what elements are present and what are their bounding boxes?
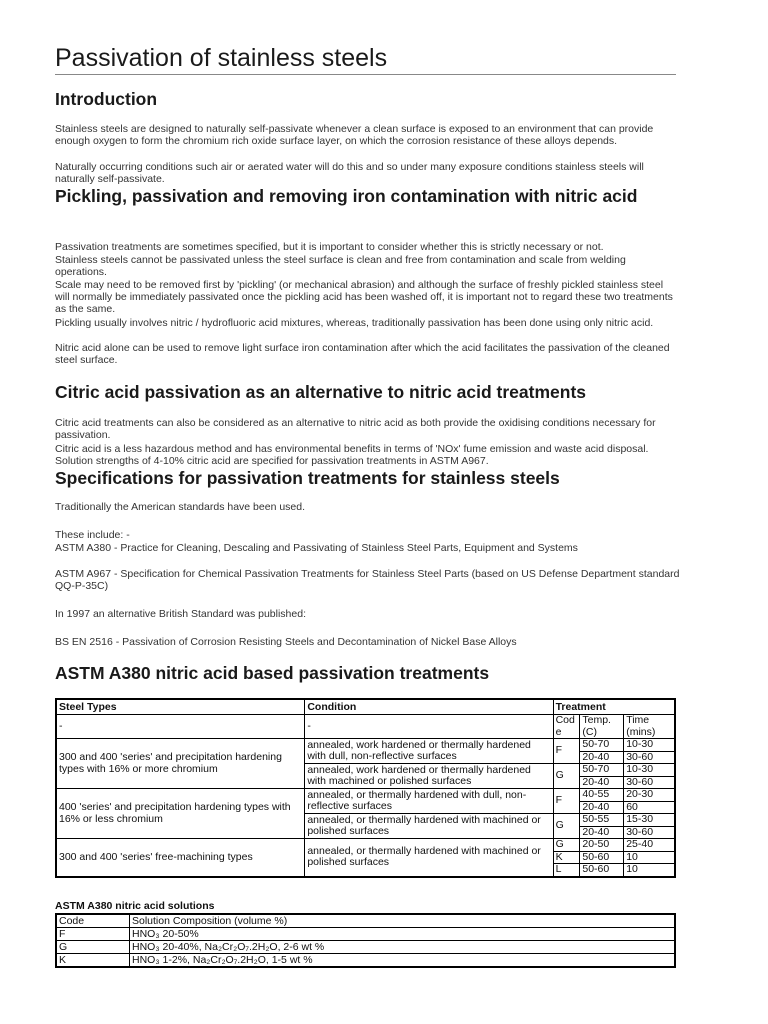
code-cell: F	[553, 739, 580, 764]
pickling-paragraph-3: Scale may need to be removed first by 'pickling' (or mechanical abrasion) and although the surface of freshly pickled stainless steel will normally be immediately passivated once the pickling acid has been washed off, it is important not to regard these two treatments as the same.	[55, 279, 673, 315]
specs-line-5: In 1997 an alternative British Standard was published:	[55, 608, 306, 620]
temp-cell: 20-50	[580, 839, 624, 852]
time-cell: 25-40	[624, 839, 675, 852]
heading-astm-a380: ASTM A380 nitric acid based passivation treatments	[55, 663, 490, 683]
time-cell: 30-60	[624, 776, 675, 789]
solution-code-cell: F	[56, 928, 130, 941]
time-cell: 30-60	[624, 751, 675, 764]
time-cell: 10	[624, 851, 675, 864]
table-row	[56, 954, 675, 968]
nitric-acid-solutions-table	[55, 913, 676, 968]
solution-code-cell: K	[56, 954, 130, 968]
heading-citric: Citric acid passivation as an alternative to nitric acid treatments	[55, 382, 587, 402]
code-cell: F	[553, 789, 580, 814]
heading-specifications: Specifications for passivation treatments for stainless steels	[55, 468, 560, 488]
subheader-time: Time (mins)	[624, 715, 675, 739]
specs-line-2: These include: -	[55, 529, 130, 541]
solutions-table-title: ASTM A380 nitric acid solutions	[55, 900, 215, 912]
heading-pickling: Pickling, passivation and removing iron contamination with nitric acid	[55, 186, 638, 206]
table-row	[56, 789, 675, 802]
time-cell: 20-30	[624, 789, 675, 802]
temp-cell: 50-55	[580, 814, 624, 827]
code-cell: L	[553, 864, 580, 877]
specs-line-1: Traditionally the American standards have been used.	[55, 501, 306, 513]
steel-type-cell: 300 and 400 'series' free-machining types	[56, 839, 305, 877]
pickling-paragraph-1: Passivation treatments are sometimes specified, but it is important to consider whether this is strictly necessary or not.	[55, 241, 604, 253]
temp-cell: 50-70	[580, 739, 624, 752]
time-cell: 30-60	[624, 826, 675, 839]
time-cell: 60	[624, 801, 675, 814]
intro-paragraph-2: Naturally occurring conditions such air or aerated water will do this and so under many exposure conditions stainless steels will naturally self-passivate.	[55, 161, 644, 185]
table-row	[56, 914, 675, 928]
code-cell: G	[553, 764, 580, 789]
time-cell: 10-30	[624, 764, 675, 777]
solution-composition-cell: HNO₃ 20-50%	[130, 928, 676, 941]
header-condition: Condition	[305, 699, 553, 715]
solution-composition-cell: HNO₃ 1-2%, Na₂Cr₂O₇.2H₂O, 1-5 wt %	[130, 954, 676, 968]
table-row	[56, 928, 675, 941]
time-cell: 15-30	[624, 814, 675, 827]
temp-cell: 20-40	[580, 776, 624, 789]
condition-cell: annealed, work hardened or thermally hardened with machined or polished surfaces	[305, 764, 553, 789]
solution-composition-cell: HNO₃ 20-40%, Na₂Cr₂O₇.2H₂O, 2-6 wt %	[130, 941, 676, 954]
temp-cell: 50-70	[580, 764, 624, 777]
steel-type-cell: 400 'series' and precipitation hardening types with 16% or less chromium	[56, 789, 305, 839]
intro-paragraph-1: Stainless steels are designed to naturally self-passivate whenever a clean surface is exposed to an environment that can provide enough oxygen to form the chromium rich oxide surface layer, on which the corrosion resistance of these alloys depends.	[55, 123, 654, 147]
temp-cell: 20-40	[580, 801, 624, 814]
page-title: Passivation of stainless steels	[55, 44, 676, 75]
passivation-treatments-table	[55, 698, 676, 878]
header-steel-types: Steel Types	[56, 699, 305, 715]
temp-cell: 20-40	[580, 826, 624, 839]
table-row	[56, 839, 675, 852]
table-row	[56, 941, 675, 954]
pickling-paragraph-2: Stainless steels cannot be passivated unless the steel surface is clean and free from contamination and scale from welding operations.	[55, 254, 626, 278]
solutions-header-composition: Solution Composition (volume %)	[130, 914, 676, 928]
time-cell: 10	[624, 864, 675, 877]
code-cell: G	[553, 839, 580, 852]
heading-introduction: Introduction	[55, 89, 158, 109]
condition-cell: annealed, or thermally hardened with machined or polished surfaces	[305, 814, 553, 839]
subheader-steel: -	[56, 715, 305, 739]
specs-line-4: ASTM A967 - Specification for Chemical Passivation Treatments for Stainless Steel Parts (based on US Defense Department standard QQ-P-35C)	[55, 568, 680, 592]
solutions-header-code: Code	[56, 914, 130, 928]
temp-cell: 20-40	[580, 751, 624, 764]
code-cell: G	[553, 814, 580, 839]
time-cell: 10-30	[624, 739, 675, 752]
steel-type-cell: 300 and 400 'series' and precipitation hardening types with 16% or more chromium	[56, 739, 305, 789]
condition-cell: annealed, work hardened or thermally hardened with dull, non-reflective surfaces	[305, 739, 553, 764]
subheader-code: Code	[553, 715, 580, 739]
temp-cell: 40-55	[580, 789, 624, 802]
specs-line-6: BS EN 2516 - Passivation of Corrosion Resisting Steels and Decontamination of Nickel Base Alloys	[55, 636, 517, 648]
specs-line-3: ASTM A380 - Practice for Cleaning, Descaling and Passivating of Stainless Steel Parts, Equipment and Systems	[55, 542, 578, 554]
pickling-paragraph-5: Nitric acid alone can be used to remove light surface iron contamination after which the acid facilitates the passivation of the cleaned steel surface.	[55, 342, 670, 366]
subheader-temp: Temp. (C)	[580, 715, 624, 739]
table-row	[56, 739, 675, 752]
citric-paragraph-2: Citric acid is a less hazardous method and has environmental benefits in terms of 'NOx' fume emission and waste acid disposal. Solution strengths of 4-10% citric acid are specified for passivation treatments in ASTM A967.	[55, 443, 649, 467]
solution-code-cell: G	[56, 941, 130, 954]
citric-paragraph-1: Citric acid treatments can also be considered as an alternative to nitric acid as both provide the oxidising conditions necessary for passivation.	[55, 417, 656, 441]
pickling-paragraph-4: Pickling usually involves nitric / hydrofluoric acid mixtures, whereas, traditionally passivation has been done using only nitric acid.	[55, 317, 654, 329]
code-cell: K	[553, 851, 580, 864]
condition-cell: annealed, or thermally hardened with machined or polished surfaces	[305, 839, 553, 877]
subheader-condition: -	[305, 715, 553, 739]
temp-cell: 50-60	[580, 864, 624, 877]
condition-cell: annealed, or thermally hardened with dull, non-reflective surfaces	[305, 789, 553, 814]
header-treatment: Treatment	[553, 699, 675, 715]
temp-cell: 50-60	[580, 851, 624, 864]
